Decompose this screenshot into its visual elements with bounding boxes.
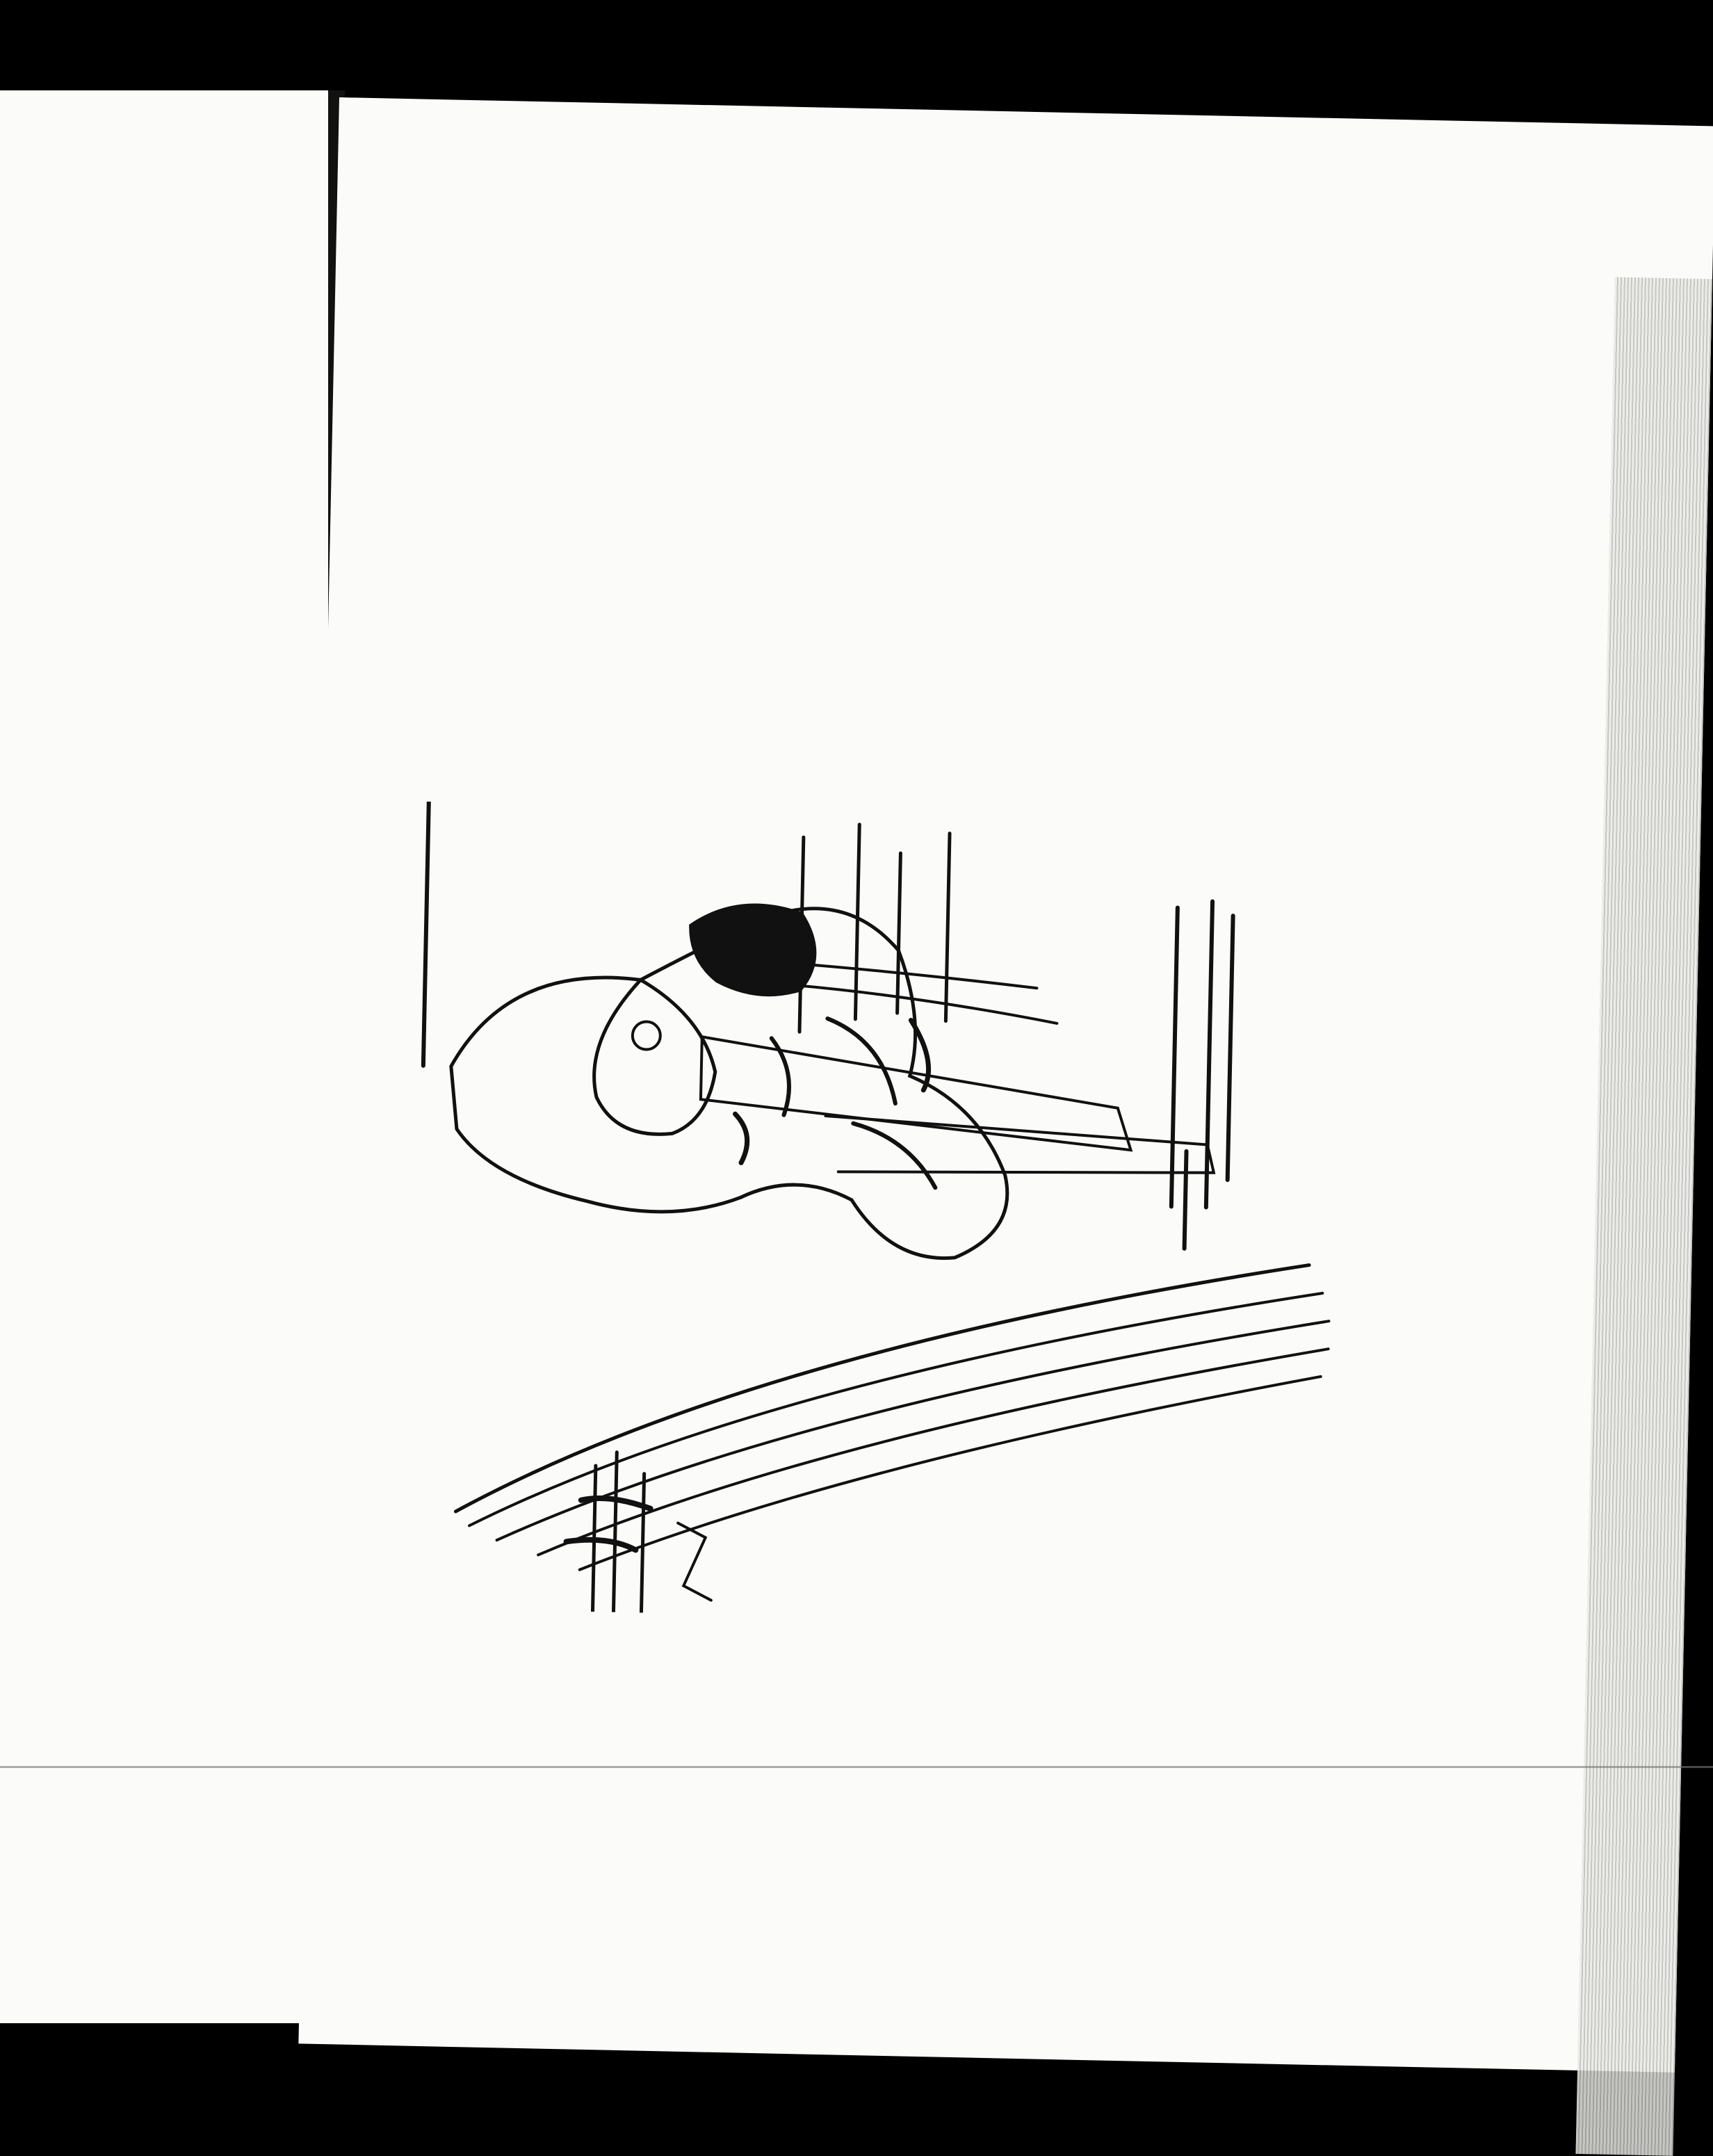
body-text-bottom (339, 97, 1713, 126)
page-edge (1575, 277, 1712, 2155)
verandah-sleeper-illustration (398, 802, 1374, 1628)
body-text-top (339, 97, 1713, 126)
illustration-caption (339, 97, 1713, 126)
left-page (0, 90, 334, 2023)
scan-line-artifact (0, 1766, 1713, 1768)
right-page (298, 97, 1713, 2073)
